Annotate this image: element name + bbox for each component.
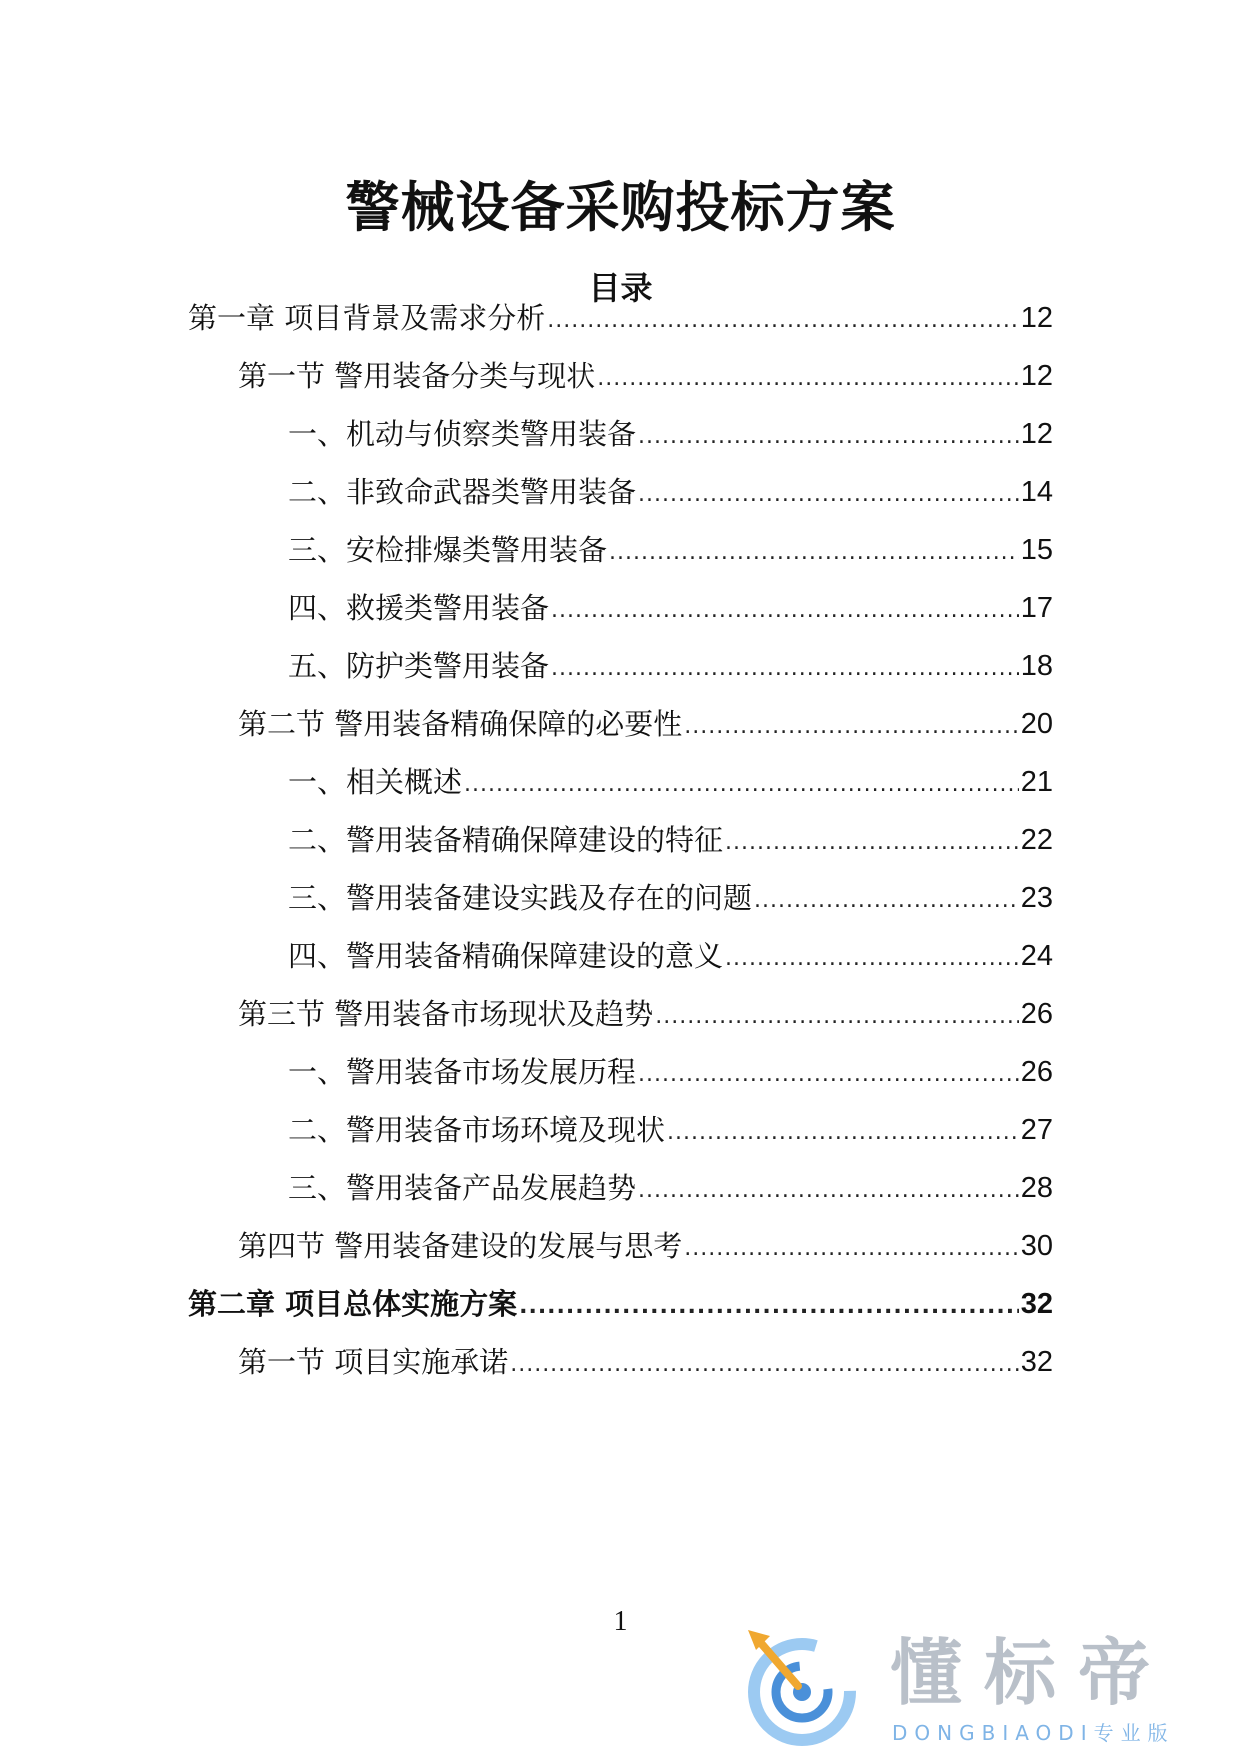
toc-entry-page: 28 xyxy=(1020,1172,1053,1204)
toc-dot-leader xyxy=(684,1226,1019,1266)
toc-entry-chapter-1[interactable] xyxy=(188,298,1053,338)
toc-entry-label: 三、安检排爆类警用装备 xyxy=(288,533,608,567)
toc-entry-page: 26 xyxy=(1020,998,1053,1030)
toc-entry-label: 二、警用装备精确保障建设的特征 xyxy=(288,823,724,857)
toc-dot-leader xyxy=(519,1284,1019,1324)
toc-entry-item[interactable] xyxy=(288,588,1053,628)
toc-entry-page: 32 xyxy=(1020,1288,1053,1320)
watermark-brand: 懂标帝 xyxy=(890,1631,1173,1715)
toc-entry-page: 21 xyxy=(1020,766,1053,798)
toc-entry-page: 14 xyxy=(1020,476,1053,508)
toc-entry-page: 32 xyxy=(1020,1346,1053,1378)
toc-dot-leader xyxy=(510,1342,1019,1382)
toc-entry-item[interactable] xyxy=(288,530,1053,570)
toc-entry-page: 26 xyxy=(1020,1056,1053,1088)
toc-entry-page: 24 xyxy=(1020,940,1053,972)
toc-entry-label: 三、警用装备建设实践及存在的问题 xyxy=(288,881,753,915)
toc-dot-leader xyxy=(638,472,1019,512)
toc-entry-label: 五、防护类警用装备 xyxy=(288,649,550,683)
toc-entry-label: 一、相关概述 xyxy=(288,765,463,799)
toc-dot-leader xyxy=(597,356,1019,396)
toc-entry-item[interactable] xyxy=(288,820,1053,860)
toc-entry-item[interactable] xyxy=(288,414,1053,454)
toc-entry-page: 27 xyxy=(1020,1114,1053,1146)
toc-dot-leader xyxy=(638,414,1019,454)
toc-entry-page: 23 xyxy=(1020,882,1053,914)
toc-entry-item[interactable] xyxy=(288,762,1053,802)
toc-entry-page: 12 xyxy=(1020,360,1053,392)
toc-entry-item[interactable] xyxy=(288,1052,1053,1092)
page-number: 1 xyxy=(613,1606,628,1637)
toc-entry-page: 12 xyxy=(1020,418,1053,450)
toc-dot-leader xyxy=(684,704,1019,744)
toc-entry-item[interactable] xyxy=(288,936,1053,976)
toc-dot-leader xyxy=(551,646,1019,686)
toc-dot-leader xyxy=(754,878,1019,918)
toc-entry-section-1-3[interactable] xyxy=(238,994,1053,1034)
toc-dot-leader xyxy=(638,1052,1019,1092)
toc-entry-page: 30 xyxy=(1020,1230,1053,1262)
toc-dot-leader xyxy=(655,994,1019,1034)
toc-dot-leader xyxy=(667,1110,1019,1150)
toc-entry-label: 第一章 项目背景及需求分析 xyxy=(188,301,546,335)
toc-heading: 目录 xyxy=(588,269,653,307)
toc-entry-label: 第一节 项目实施承诺 xyxy=(238,1345,509,1379)
toc-entry-label: 四、警用装备精确保障建设的意义 xyxy=(288,939,724,973)
toc-dot-leader xyxy=(609,530,1019,570)
toc-entry-page: 17 xyxy=(1020,592,1053,624)
watermark-subtitle: DONGBIAODI专业版 xyxy=(892,1721,1175,1745)
toc-dot-leader xyxy=(547,298,1019,338)
toc-entry-section-1-2[interactable] xyxy=(238,704,1053,744)
toc-dot-leader xyxy=(638,1168,1019,1208)
toc-entry-label: 二、非致命武器类警用装备 xyxy=(288,475,637,509)
toc-entry-page: 22 xyxy=(1020,824,1053,856)
toc-entry-label: 第二节 警用装备精确保障的必要性 xyxy=(238,707,683,741)
toc-entry-label: 三、警用装备产品发展趋势 xyxy=(288,1171,637,1205)
toc-entry-item[interactable] xyxy=(288,1168,1053,1208)
target-arrow-icon xyxy=(740,1620,860,1750)
toc-entry-label: 一、机动与侦察类警用装备 xyxy=(288,417,637,451)
toc-entry-page: 18 xyxy=(1020,650,1053,682)
toc-entry-page: 12 xyxy=(1020,302,1053,334)
toc-entry-item[interactable] xyxy=(288,646,1053,686)
watermark xyxy=(740,1620,1220,1750)
toc-entry-section-2-1[interactable] xyxy=(238,1342,1053,1382)
toc-entry-label: 第二章 项目总体实施方案 xyxy=(188,1287,518,1321)
toc-entry-label: 第三节 警用装备市场现状及趋势 xyxy=(238,997,654,1031)
toc-entry-item[interactable] xyxy=(288,472,1053,512)
toc-entry-label: 一、警用装备市场发展历程 xyxy=(288,1055,637,1089)
toc-dot-leader xyxy=(725,820,1019,860)
toc-entry-page: 15 xyxy=(1020,534,1053,566)
toc-entry-label: 二、警用装备市场环境及现状 xyxy=(288,1113,666,1147)
toc-dot-leader xyxy=(464,762,1019,802)
toc-entry-section-1-4[interactable] xyxy=(238,1226,1053,1266)
toc-entry-page: 20 xyxy=(1020,708,1053,740)
toc-entry-label: 第四节 警用装备建设的发展与思考 xyxy=(238,1229,683,1263)
toc-entry-item[interactable] xyxy=(288,1110,1053,1150)
document-title: 警械设备采购投标方案 xyxy=(345,176,896,239)
toc-entry-item[interactable] xyxy=(288,878,1053,918)
toc-entry-label: 第一节 警用装备分类与现状 xyxy=(238,359,596,393)
toc-entry-section-1-1[interactable] xyxy=(238,356,1053,396)
toc-dot-leader xyxy=(551,588,1019,628)
toc-dot-leader xyxy=(725,936,1019,976)
toc-entry-label: 四、救援类警用装备 xyxy=(288,591,550,625)
toc-entry-chapter-2[interactable] xyxy=(188,1284,1053,1324)
